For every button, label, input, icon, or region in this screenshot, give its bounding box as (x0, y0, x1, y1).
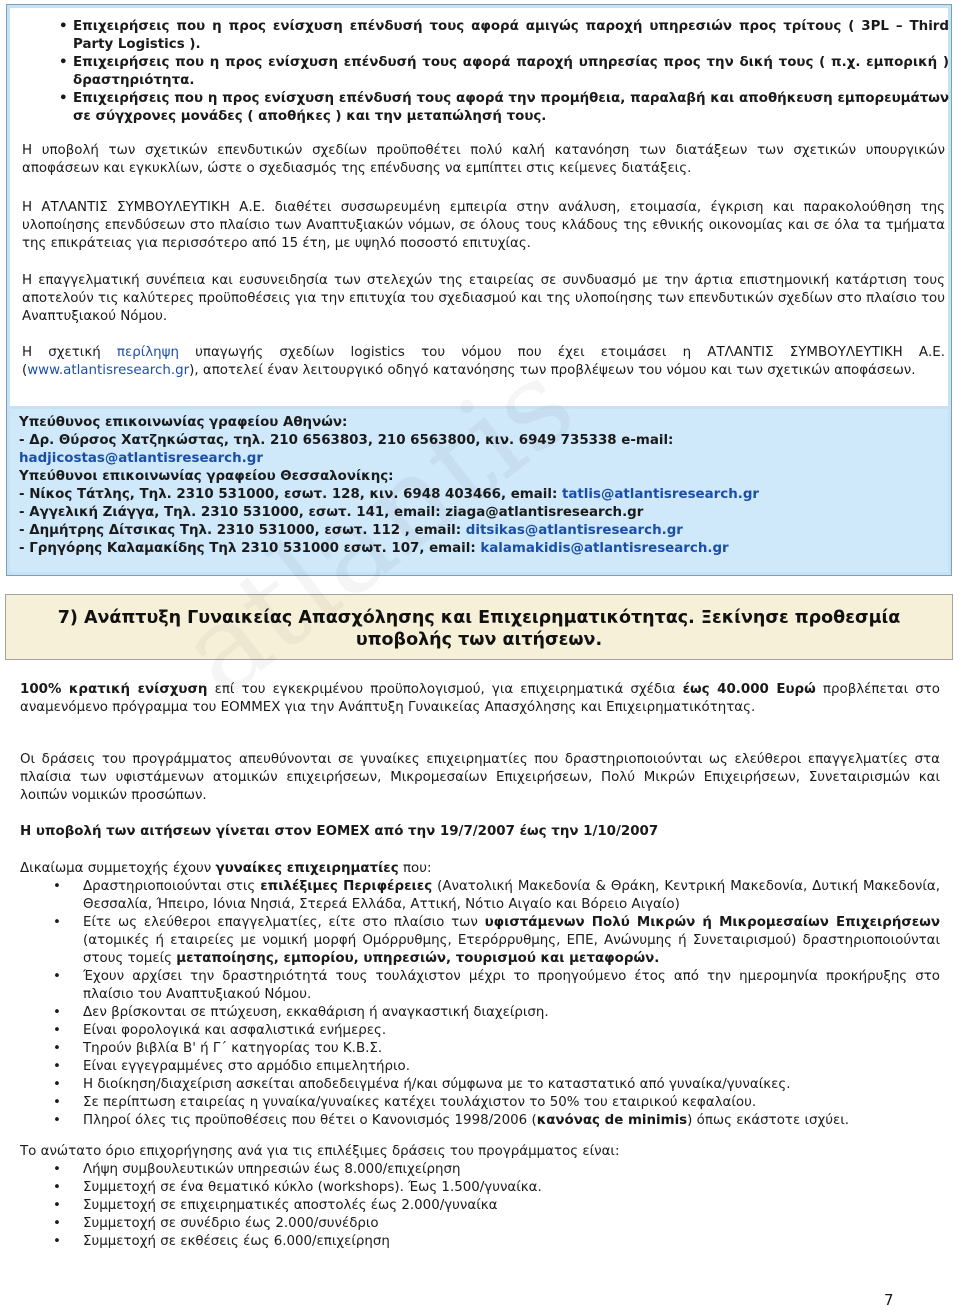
list-item: • Λήψη συμβουλευτικών υπηρεσιών έως 8.000/επιχείρηση (20, 1161, 940, 1179)
summary-link[interactable]: περίληψη (116, 345, 179, 360)
contacts-panel (10, 409, 948, 572)
bold-text: έως 40.000 Ευρώ (682, 682, 816, 697)
email-link[interactable]: tatlis@atlantisresearch.gr (561, 487, 760, 502)
paragraph-guide (22, 344, 945, 380)
section-7-header (5, 594, 953, 660)
page-number: 7 (884, 1291, 894, 1309)
text: υπαγωγής σχεδίων logistics του νόμου που έχει ετοιμάσει η ΑΤΛΑΝΤΙΣ ΣΥΜΒΟΥΛΕΥΤΙΚΗ Α.Ε. ( (22, 345, 945, 378)
text: Δραστηριοποιούνται στις (83, 879, 261, 894)
text: Η σχετική (22, 345, 117, 360)
text: - Νίκος Τάτλης, Τηλ. 2310 531000, εσωτ. 128, κιν. 6948 403466, email: (19, 487, 562, 502)
contact-line (19, 522, 939, 540)
logistics-bullet-list (10, 18, 949, 126)
email-link[interactable]: kalamakidis@atlantisresearch.gr (480, 541, 729, 556)
list-item: • Σε περίπτωση εταιρείας η γυναίκα/γυναίκες κατέχει τουλάχιστον το 50% του εταιρικού κεφαλαίου. (20, 1094, 940, 1112)
text: (ατομικές ή εταιρείες με νομική μορφή Ομόρρυθμης, Ετερόρρυθμης, ΕΠΕ, Ανώνυμης ή Συνεταιρισμού) δραστηριοποιούνται στους τομείς (83, 933, 940, 966)
list-item (20, 878, 940, 914)
paragraph-actions: Οι δράσεις του προγράμματος απευθύνονται σε γυναίκες επιχειρηματίες που δραστηριοποιούνται ως ελεύθεροι επαγγελματίες στα πλαίσια των υφιστάμενων ατομικών επιχειρήσεων, Μικρομεσαίων Επιχειρήσεων, Πολύ Μικρών Επιχειρήσεων, Συνεταιρισμών και λοιπών νομικών προσώπων. (20, 752, 940, 803)
limits-list (20, 1161, 940, 1251)
text: προβλέπεται στο αναμενόμενο πρόγραμμα του ΕΟΜΜΕΧ για την Ανάπτυξη Γυναικείας Απασχόλησης και Επιχειρηματικότητας. (20, 682, 940, 715)
list-item (20, 1112, 940, 1130)
bold-text: κανόνας de minimis (536, 1113, 688, 1128)
text: Είτε ως ελεύθεροι επαγγελματίες, είτε στο πλαίσιο των (83, 915, 485, 930)
list-item: • Επιχειρήσεις που η προς ενίσχυση επένδυσή τους αφορά την προμήθεια, παραλαβή και αποθήκευση εμπορευμάτων σε σύγχρονες μονάδες ( αποθήκες ) και την μεταπώλησή τους. (10, 90, 949, 126)
list-item: • Τηρούν βιβλία Β' ή Γ΄ κατηγορίας του Κ.Β.Σ. (20, 1040, 940, 1058)
athens-contact-line: - Δρ. Θύρσος Χατζηκώστας, τηλ. 210 6563803, 210 6563800, κιν. 6949 735338 e-mail: (19, 433, 674, 448)
paragraph-submission: Η υποβολή των σχετικών επενδυτικών σχεδίων προϋποθέτει πολύ καλή κατανόηση των διατάξεων των σχετικών υπουργικών αποφάσεων και εγκυκλίων, ώστε ο σχεδιασμός της επένδυσης να εμπίπτει στις κείμενες διατάξεις. (22, 143, 945, 176)
text: - Δημήτρης Δίτσικας Τηλ. 2310 531000, εσωτ. 112 , email: (19, 523, 466, 538)
submission-dates: Η υποβολή των αιτήσεων γίνεται στον ΕΟΜΕΧ από την 19/7/2007 έως την 1/10/2007 (20, 824, 659, 839)
athens-email-link[interactable]: hadjicostas@atlantisresearch.gr (19, 451, 263, 466)
bold-text: γυναίκες επιχειρηματίες (215, 861, 399, 876)
thessaloniki-heading: Υπεύθυνοι επικοινωνίας γραφείου Θεσσαλονίκης: (19, 469, 394, 484)
list-item: • Συμμετοχή σε συνέδριο έως 2.000/συνέδριο (20, 1215, 940, 1233)
athens-heading: Υπεύθυνος επικοινωνίας γραφείου Αθηνών: (19, 415, 348, 430)
contact-line (19, 540, 939, 558)
list-item: • Είναι εγγεγραμμένες στο αρμόδιο επιμελητήριο. (20, 1058, 940, 1076)
list-item: • Συμμετοχή σε επιχειρηματικές αποστολές έως 2.000/γυναίκα (20, 1197, 940, 1215)
list-item: • Επιχειρήσεις που η προς ενίσχυση επένδυσή τους αφορά παροχή υπηρεσίας προς την δική τους ( π.χ. εμπορική ) δραστηριότητα. (10, 54, 949, 90)
text: Δικαίωμα συμμετοχής έχουν (20, 861, 216, 876)
bold-text: υφιστάμενων Πολύ Μικρών ή Μικροµεσαίων Επιχειρήσεων (484, 915, 940, 930)
bold-text: 100% κρατική ενίσχυση (20, 682, 208, 697)
logistics-text-panel (10, 8, 948, 406)
text: που: (398, 861, 432, 876)
list-item: • Έχουν αρχίσει την δραστηριότητά τους τουλάχιστον μέχρι το προηγούμενο έτος από την ημερομηνία προκήρυξης στο πλαίσιο του Αναπτυξιακού Νόμου. (20, 968, 940, 1004)
text: ) όπως εκάστοτε ισχύει. (687, 1113, 850, 1128)
list-item: • Η διοίκηση/διαχείριση ασκείται αποδεδειγμένα ή/και σύμφωνα με το καταστατικό από γυναίκα/γυναίκες. (20, 1076, 940, 1094)
list-item: • Είναι φορολογικά και ασφαλιστικά ενήμερες. (20, 1022, 940, 1040)
text: Πληροί όλες τις προϋποθέσεις που θέτει ο Κανονισμός 1998/2006 ( (83, 1113, 537, 1128)
text: επί του εγκεκριμένου προϋπολογισμού, για επιχειρηματικά σχέδια (207, 682, 683, 697)
text: (Ανατολική Μακεδονία & Θράκη, Κεντρική Μακεδονία, Δυτική Μακεδονία, Θεσσαλία, Ήπειρο, Ιόνια Νησιά, Στερεά Ελλάδα, Αττική, Νότιο Αιγαίο και Βόρειο Αιγαίο) (83, 879, 940, 912)
section-title: 7) Ανάπτυξη Γυναικείας Απασχόλησης και Επιχειρηματικότητας. Ξεκίνησε προθεσμία υποβολής των αιτήσεων. (57, 608, 901, 650)
text: - Αγγελική Ζιάγγα, Τηλ. 2310 531000, εσωτ. 141, email: ziaga@atlantisresearch.gr (19, 505, 644, 520)
bold-text: μεταποίησης, εμπορίου, υπηρεσιών, τουρισμού και μεταφορών. (176, 951, 660, 966)
logistics-info-box (6, 4, 952, 576)
contact-line (19, 504, 939, 522)
bold-text: επιλέξιμες Περιφέρειες (260, 879, 433, 894)
list-item: • Συμμετοχή σε εκθέσεις έως 6.000/επιχείρηση (20, 1233, 940, 1251)
eligibility-list (20, 878, 940, 1130)
list-item: • Δεν βρίσκονται σε πτώχευση, εκκαθάριση ή αναγκαστική διαχείριση. (20, 1004, 940, 1022)
contact-line (19, 486, 939, 504)
paragraph-consistency: Η επαγγελματική συνέπεια και ευσυνειδησία των στελεχών της εταιρείας σε συνδυασμό με την άρτια επιστημονική κατάρτιση τους αποτελούν τις καλύτερες προϋποθέσεις για την επιτυχία του σχεδιασμού και της υλοποίησης των επενδυτικών σχεδίων στο πλαίσιο του Αναπτυξιακού Νόμου. (22, 273, 945, 324)
list-item: • Επιχειρήσεις που η προς ενίσχυση επένδυσή τους αφορά αμιγώς παροχή υπηρεσιών προς τρίτους ( 3PL – Third Party Logistics ). (10, 18, 949, 54)
list-item: • Συμμετοχή σε ένα θεματικό κύκλο (workshops). Έως 1.500/γυναίκα. (20, 1179, 940, 1197)
paragraph-intro (20, 681, 940, 717)
email-link[interactable]: ditsikas@atlantisresearch.gr (465, 523, 683, 538)
max-limit-intro: Το ανώτατο όριο επιχορήγησης ανά για τις επιλέξιμες δράσεις του προγράμματος είναι: (20, 1144, 620, 1159)
text: - Γρηγόρης Καλαμακίδης Τηλ 2310 531000 εσωτ. 107, email: (19, 541, 481, 556)
website-link[interactable]: www.atlantisresearch.gr (27, 363, 190, 378)
eligibility-intro (20, 860, 940, 878)
text: ), αποτελεί έναν λειτουργικό οδηγό κατανόησης των προβλέψεων του νόμου και των σχετικών αποφάσεων. (189, 363, 916, 378)
list-item (20, 914, 940, 968)
paragraph-experience: Η ΑΤΛΑΝΤΙΣ ΣΥΜΒΟΥΛΕΥΤΙΚΗ Α.Ε. διαθέτει συσσωρευμένη εμπειρία στην ανάλυση, ετοιμασία, έγκριση και παρακολούθηση της υλοποίησης επενδύσεων στο πλαίσιο των Αναπτυξιακών νόμων, σε όλους τους κλάδους της εθνικής οικονομίας και σε όλα τα τμήματα της επικράτειας για περισσότερο από 15 έτη, με υψηλό ποσοστό επιτυχίας. (22, 200, 945, 251)
contacts-block (19, 414, 939, 558)
